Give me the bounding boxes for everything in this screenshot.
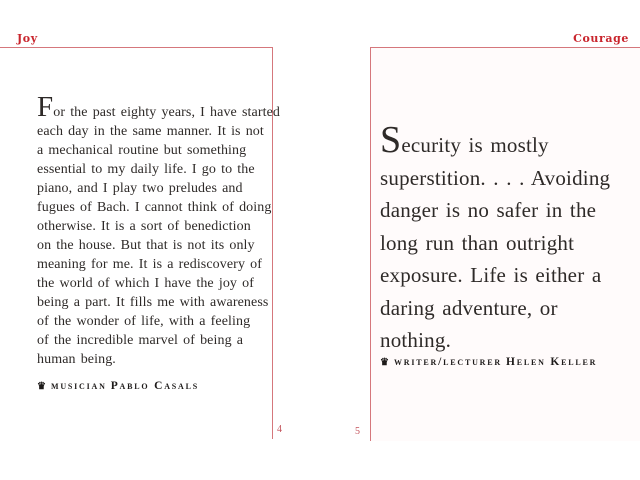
quote-line: fugues of Bach. I cannot think of doing [37, 200, 272, 215]
quote-line: nothing. [380, 328, 452, 352]
quote-line: exposure. Life is either a [380, 263, 602, 287]
quote-line: Security is mostly [380, 119, 549, 161]
quote-line: being a part. It fills me with awareness [37, 295, 269, 310]
quote-line: daring adventure, or [380, 295, 558, 320]
drop-cap-initial: S [380, 119, 402, 161]
quote-line: each day in the same manner. It is not [37, 124, 264, 139]
quote-text-right [380, 119, 622, 357]
attribution-left [37, 380, 199, 392]
chapter-label-joy: Joy [17, 32, 38, 45]
quote-line: human being. [37, 352, 116, 367]
quote-line: superstition. . . . Avoiding [380, 165, 611, 190]
quote-line: long run than outright [380, 230, 575, 255]
page-number-right: 5 [355, 426, 360, 437]
attribution-name: Helen Keller [505, 356, 598, 368]
quote-text-left [37, 91, 280, 369]
quote-line: a mechanical routine but something [37, 143, 247, 158]
quote-line: piano, and I play two preludes and [37, 181, 243, 196]
attribution-right [380, 356, 597, 368]
quote-line: danger is no safer in the [380, 198, 597, 222]
quote-line: essential to my daily life. I go to the [37, 162, 255, 177]
quote-line: on the house. But that is not its only [37, 238, 255, 253]
quote-line: meaning for me. It is a rediscovery of [37, 257, 263, 272]
quote-line: the world of which I have the joy of [37, 276, 254, 291]
attribution-role: musician [50, 380, 107, 392]
quote-line: of the incredible marvel of being a [37, 333, 244, 348]
quote-line: of the wonder of life, with a feeling [37, 314, 251, 329]
chapter-label-courage: Courage [573, 32, 629, 45]
quote-line: For the past eighty years, I have started [37, 91, 280, 123]
page-number-left: 4 [277, 424, 282, 435]
attribution-name: Pablo Casals [110, 380, 199, 392]
crown-ornament-icon: ♛ [37, 381, 46, 392]
quote-line: otherwise. It is a sort of benediction [37, 219, 251, 234]
drop-cap-initial: F [37, 91, 54, 123]
crown-ornament-icon: ♛ [380, 357, 389, 368]
attribution-role: writer/lecturer [393, 356, 502, 368]
